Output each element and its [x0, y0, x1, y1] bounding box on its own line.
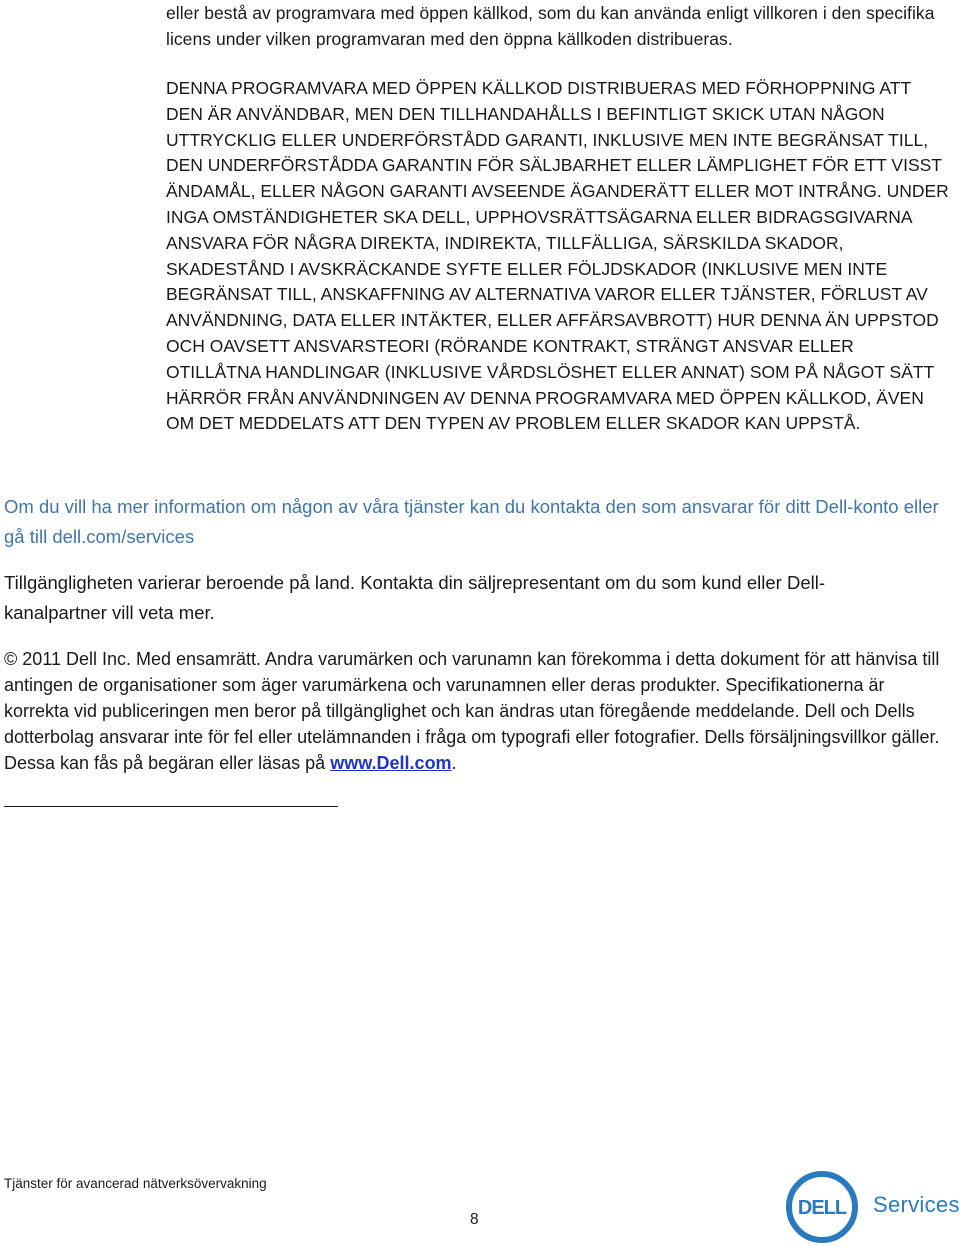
page-number: 8 [470, 1211, 479, 1228]
availability-text: Tillgängligheten varierar beroende på land. Kontakta din säljrepresentant om du som kund eller Dell-kanalpartner vill veta mer. [4, 572, 825, 623]
license-section [166, 0, 952, 437]
services-wordmark: Services [873, 1192, 960, 1217]
footer-document-title: Tjänster för avancerad nätverksövervakning [4, 1176, 267, 1191]
footnote-divider [4, 806, 338, 807]
services-info-text: Om du vill ha mer information om någon av våra tjänster kan du kontakta den som ansvarar för ditt Dell-konto eller gå till dell.com/services [4, 496, 939, 547]
copyright-notice [4, 646, 954, 776]
copyright-text: 2011 Dell Inc. Med ensamrätt. Andra varumärken och varunamn kan förekomma i detta dokument för att hänvisa till antingen de organisationer som äger varumärkena och varunamnen eller deras produkter. Specifikationerna är korrekta vid publiceringen men beror på tillgänglighet och kan ändras utan föregående meddelande. Dell och Dells dotterbolag ansvarar inte för fel eller utelämnanden i fråga om typografi eller fotografier. Dells försäljningsvillkor gäller. Dessa kan fås på begäran eller läsas på [4, 649, 940, 773]
dell-website-link[interactable]: www.Dell.com [330, 753, 452, 773]
license-disclaimer-text: DENNA PROGRAMVARA MED ÖPPEN KÄLLKOD DISTRIBUERAS MED FÖRHOPPNING ATT DEN ÄR ANVÄNDBAR, MEN DEN TILLHANDAHÅLLS I BEFINTLIGT SKICK UTAN NÅGON UTTRYCKLIG ELLER UNDERFÖRSTÅDD GARANTI, INKLUSIVE MEN INTE BEGRÄNSAT TILL, DEN UNDERFÖRSTÅDDA GARANTIN FÖR SÄLJBARHET ELLER LÄMPLIGHET FÖR ETT VISST ÄNDAMÅL, ELLER NÅGON GARANTI AVSEENDE ÄGANDERÄTT ELLER MOT INTRÅNG. UNDER INGA OMSTÄNDIGHETER SKA DELL, UPPHOVSRÄTTSÄGARNA ELLER BIDRAGSGIVARNA ANSVARA FÖR NÅGRA DIREKTA, INDIREKTA, TILLFÄLLIGA, SÄRSKILDA SKADOR, SKADESTÅND I AVSKRÄCKANDE SYFTE ELLER FÖLJDSKADOR (INKLUSIVE MEN INTE BEGRÄNSAT TILL, ANSKAFFNING AV ALTERNATIVA VAROR ELLER TJÄNSTER, FÖRLUST AV ANVÄNDNING, DATA ELLER INTÄKTER, ELLER AFFÄRSAVBROTT) HUR DENNA ÄN UPPSTOD OCH OAVSETT ANSVARSTEORI (RÖRANDE KONTRAKT, STRÄNGT ANSVAR ELLER OTILLÅTNA HANDLINGAR (INKLUSIVE VÅRDSLÖSHET ELLER ANNAT) SOM PÅ NÅGOT SÄTT HÄRRÖR FRÅN ANVÄNDNINGEN AV DENNA PROGRAMVARA MED ÖPPEN KÄLLKOD, ÄVEN OM DET MEDDELATS ATT DEN TYPEN AV PROBLEM ELLER SKADOR KAN UPPSTÅ. [166, 78, 949, 434]
dell-logo-icon [784, 1170, 860, 1244]
copyright-symbol: © [4, 649, 18, 669]
dell-logo-wordmark: DELL [797, 1197, 847, 1219]
license-intro-text: eller bestå av programvara med öppen källkod, som du kan använda enligt villkoren i den specifika licens under vilken programvaran med den öppna källkoden distribueras. [166, 3, 935, 49]
copyright-trailing: . [451, 753, 457, 773]
